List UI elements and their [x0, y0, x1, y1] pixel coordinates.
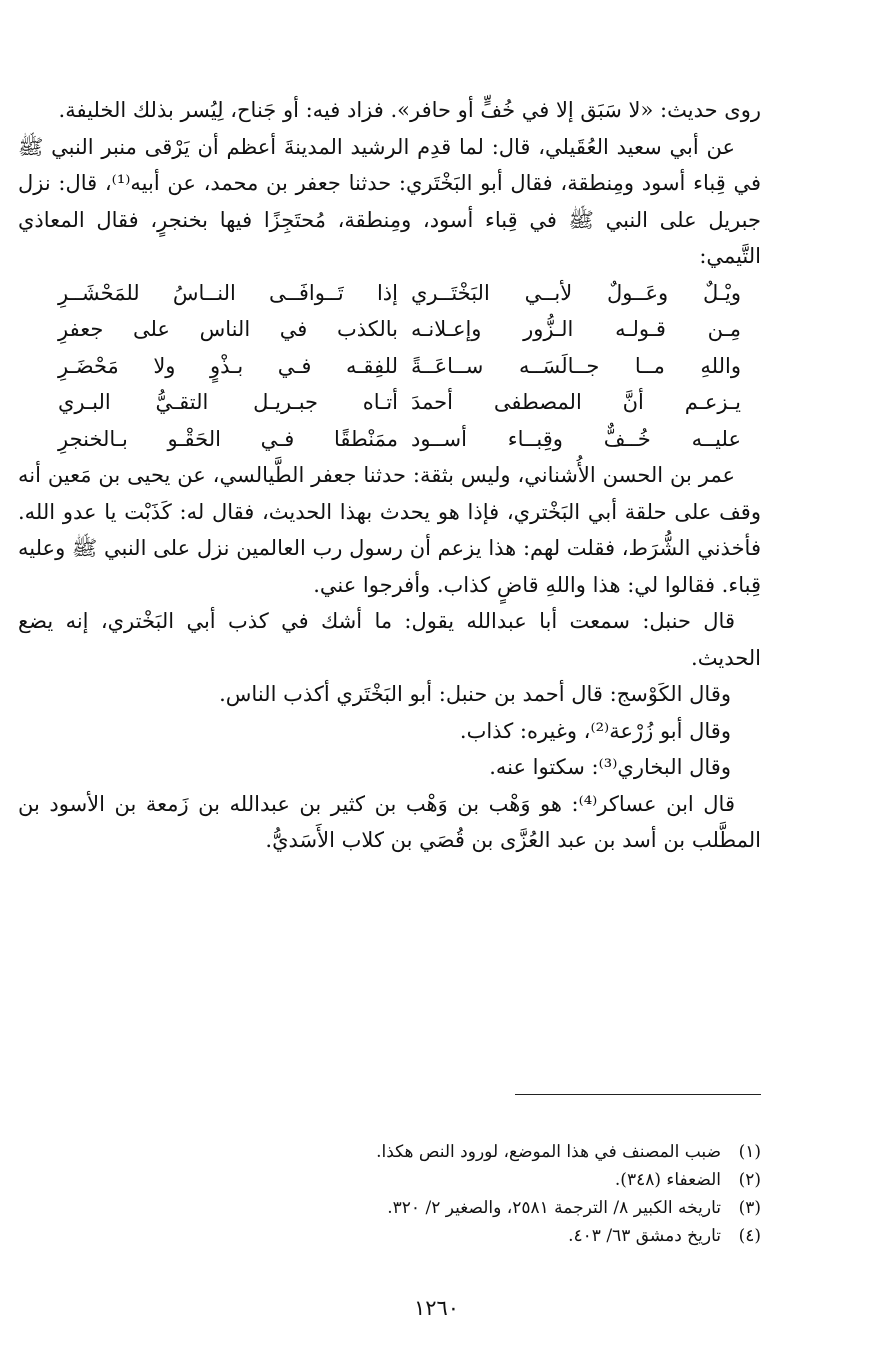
poem-verse [18, 384, 761, 421]
paragraph-4: قال حنبل: سمعت أبا عبدالله يقول: ما أشك في كذب أبي البَخْتري، إنه يضع الحديث. [18, 609, 761, 670]
footnote-item [60, 1138, 761, 1166]
footnote-item [60, 1166, 761, 1194]
poem-verse [18, 275, 761, 312]
verse-first-hemistich: يـزعـم أنَّ المصطفى أحمدَ [411, 390, 741, 414]
poem [18, 275, 761, 458]
verse-first-hemistich: ويْـلٌ وعَــولٌ لأبــي البَخْتَــري [411, 280, 741, 305]
footnote-number: (٢) [738, 1170, 761, 1190]
poem-verse [18, 311, 761, 348]
footnote-item [60, 1222, 761, 1250]
paragraph-6: وقال أبو زُرْعة⁽²⁾، وغيره: كذاب. [459, 718, 731, 743]
footnote-text: ضبب المصنف في هذا الموضع، لورود النص هكذا. [376, 1142, 721, 1162]
paragraph-7: وقال البخاري⁽³⁾: سكتوا عنه. [489, 755, 731, 779]
verse-second-hemistich: للفِقـه فـي بـذْوٍ ولا مَحْضَـرِ [58, 353, 398, 378]
footnote-number: (٤) [738, 1226, 761, 1246]
page-number: ١٢٦٠ [413, 1296, 460, 1320]
verse-first-hemistich: عليــه خُــفٌّ وقِبــاء أســود [411, 426, 741, 451]
verse-first-hemistich: مِـن قـولـه الـزُّور وإعـلانـه [411, 317, 741, 341]
paragraph-8: قال ابن عساكر⁽⁴⁾: هو وَهْب بن وَهْب بن كثير بن عبدالله بن زَمعة بن الأسود بن المطَّلب بن أسد بن عبد العُزَّى بن قُصَي بن كلاب الأَسَديُّ. [18, 791, 761, 852]
paragraph-2: عن أبي سعيد العُقَيلي، قال: لما قدِم الرشيد المدينةَ أعظم أن يَرْقى منبر النبي ﷺ في قِباء أسود ومِنطقة، فقال أبو البَخْتَري: حدثنا جعفر بن محمد، عن أبيه⁽¹⁾، قال: نزل جبريل على النبي ﷺ في قِباء أسود، ومِنطقة، مُحتَجِزًا فيها بخنجرٍ، فقال المعاذي التَّيمي: [18, 134, 761, 268]
poem-verse [18, 348, 761, 385]
footnote-number: (٣) [738, 1198, 761, 1218]
footnote-text: تاريخ دمشق ٦٣/ ٤٠٣. [568, 1226, 721, 1246]
verse-second-hemistich: أتـاه جبـريـل التقـيُّ البـري [58, 390, 398, 414]
paragraph-3: عمر بن الحسن الأُشناني، وليس بثقة: حدثنا جعفر الطَّيالسي، عن يحيى بن مَعين أنه وقف على حلقة أبي البَخْتري، فإذا هو يحدث بهذا الحديث، فقال له: كَذَبْت يا عدو الله. فأخذني الشُّرَط، فقلت لهم: هذا يزعم أن رسول رب العالمين نزل على النبي ﷺ وعليه قِباء. فقالوا لي: هذا واللهِ قاضٍ كذاب. وأفرجوا عني. [18, 463, 761, 597]
verse-second-hemistich: بالكذب في الناس على جعفرِ [58, 317, 398, 341]
footnote-number: (١) [738, 1142, 761, 1162]
footnote-separator [515, 1094, 761, 1095]
verse-first-hemistich: واللهِ مــا جــالَسَــه ســاعَــةً [411, 353, 741, 378]
footnote-text: تاريخه الكبير ٨/ الترجمة ٢٥٨١، والصغير ٢/ ٣٢٠. [387, 1198, 721, 1218]
paragraph-5: وقال الكَوْسج: قال أحمد بن حنبل: أبو البَخْتَري أكذب الناس. [219, 682, 731, 706]
paragraph-1: روى حديث: «لا سَبَق إلا في خُفٍّ أو حافر». فزاد فيه: أو جَناح، لِيُسر بذلك الخليفة. [58, 98, 761, 122]
poem-verse [18, 421, 761, 458]
main-text [18, 92, 761, 859]
footnote-item [60, 1194, 761, 1222]
verse-second-hemistich: إذا تَــوافَــى النــاسُ للمَحْشَــرِ [58, 280, 398, 305]
footnotes [60, 1138, 761, 1250]
footnote-text: الضعفاء (٣٤٨). [614, 1170, 721, 1190]
verse-second-hemistich: ممَنْطقًا فـي الحَقْـو بـالخنجرِ [58, 426, 398, 451]
